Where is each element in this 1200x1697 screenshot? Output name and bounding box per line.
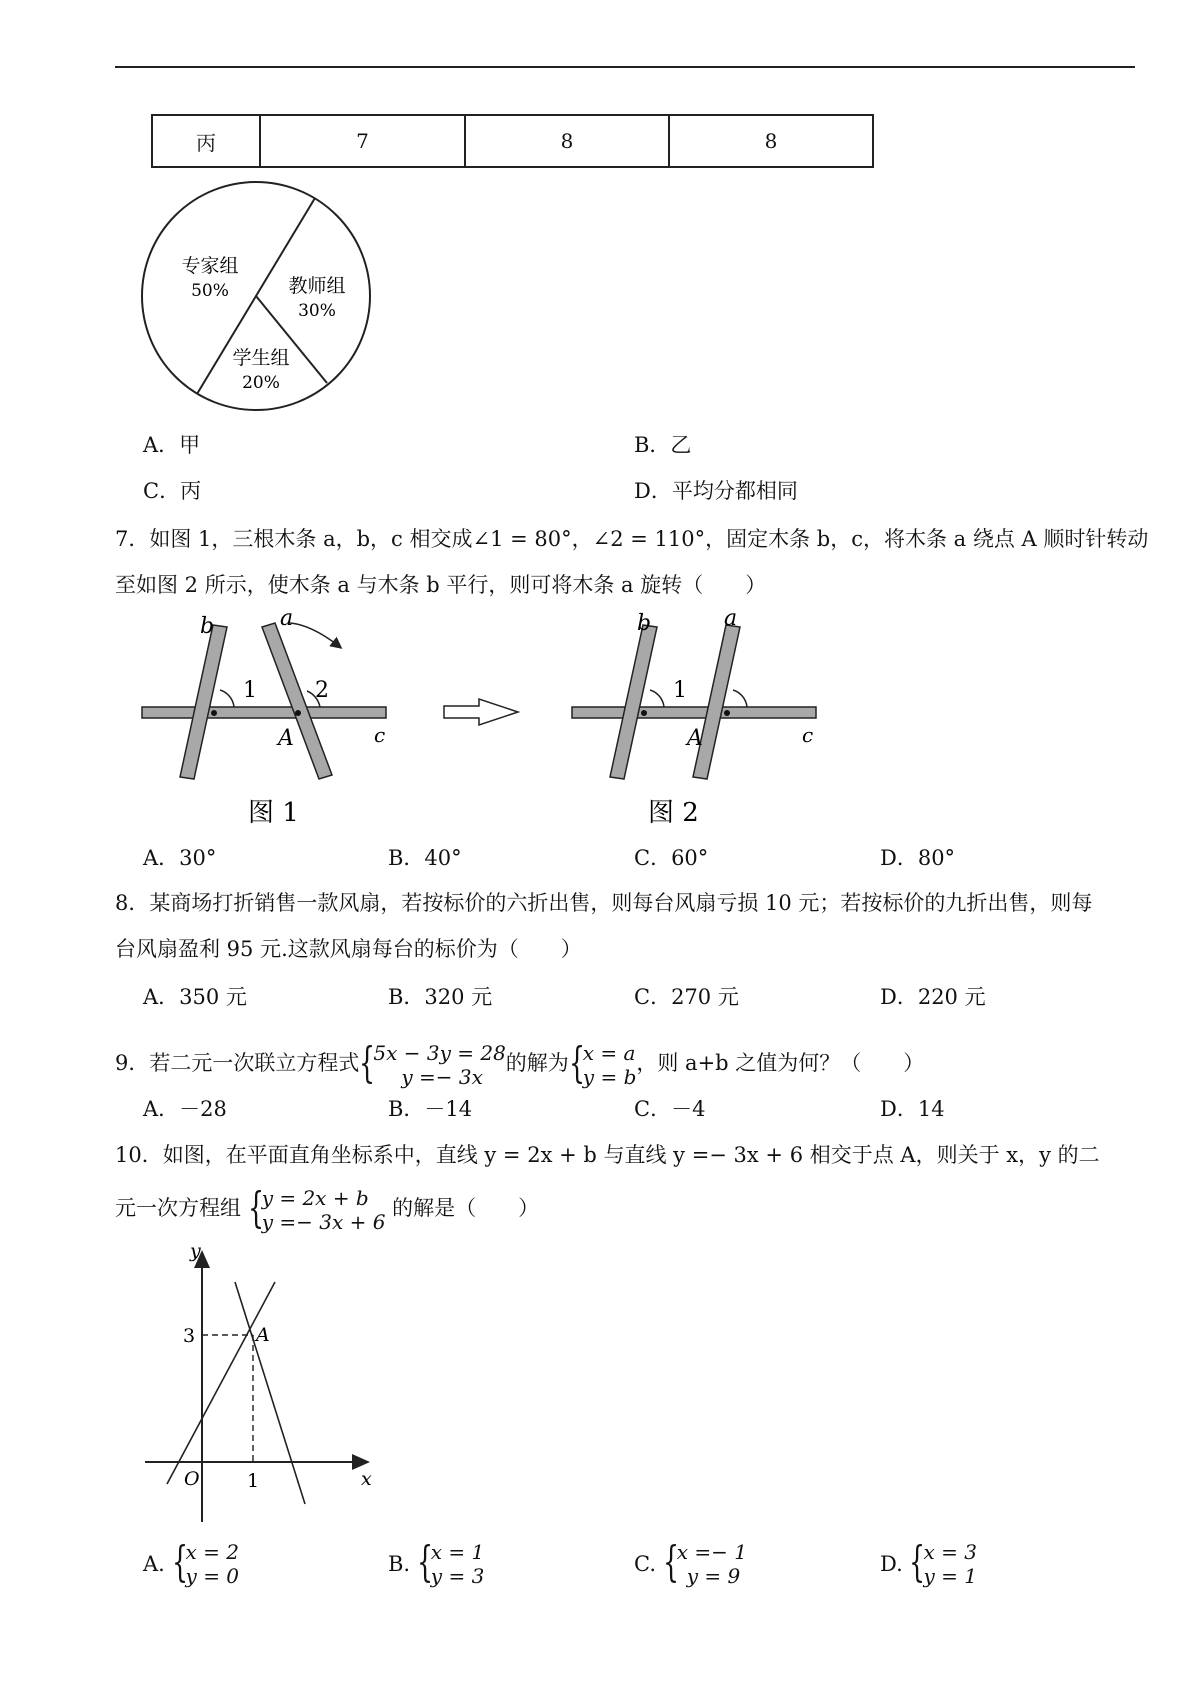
stick-a	[693, 625, 740, 779]
q7-stem-part: a，b，c 相交成∠1 = 80°，∠2 = 110°，固定木条 b，c，将木条 a 绕点 A 顺时针转动	[323, 527, 1149, 551]
axis-label-x: x	[361, 1468, 372, 1490]
point-label-A: A	[256, 1324, 270, 1346]
q7-option-d[interactable]: D．80°	[880, 846, 956, 870]
label-A: A	[687, 726, 703, 751]
pie-pct-teacher: 30%	[298, 301, 336, 321]
q8-stem-line2: 台风扇盈利 95 元.这款风扇每台的标价为（ ）	[115, 937, 582, 961]
option-system	[171, 1537, 240, 1588]
q9-stem-mid: 的解为	[505, 1051, 569, 1075]
q7-stem-part: 7．如图 1，三根木条	[115, 527, 324, 551]
q9-stem-post: ，则 a+b 之值为何？（ ）	[636, 1051, 925, 1075]
q10-option-d[interactable]	[880, 1537, 977, 1588]
option-line: x = 1	[430, 1540, 485, 1564]
option-label: B.	[388, 1552, 411, 1576]
tick-label-x: 1	[247, 1470, 260, 1492]
q9-eq1: 5x − 3y = 28	[373, 1040, 506, 1065]
q8-option-c[interactable]: C．270 元	[634, 985, 739, 1009]
table-row	[152, 115, 873, 167]
brace-icon: {	[171, 1537, 188, 1586]
q7-option-a[interactable]: A．30°	[143, 846, 217, 870]
option-label: A.	[143, 1552, 165, 1576]
table-cell: 7	[260, 115, 465, 167]
header-rule	[115, 66, 1135, 68]
q10-option-a[interactable]	[143, 1537, 240, 1588]
q9-sol1: x = a	[582, 1040, 636, 1065]
q10-eq2: y =− 3x + 6	[261, 1209, 386, 1234]
label-angle-1: 1	[243, 678, 257, 703]
weight-pie-chart	[138, 178, 378, 418]
q10-option-b[interactable]	[388, 1537, 485, 1588]
label-a: a	[724, 606, 738, 631]
fig1-caption: 图 1	[248, 798, 299, 828]
q6-option-a[interactable]: A．甲	[143, 433, 201, 457]
pie-label-student: 学生组	[232, 347, 290, 369]
stick-c	[142, 707, 386, 718]
stick-b	[180, 625, 227, 779]
pivot-dot	[724, 710, 730, 716]
option-line: x =− 1	[676, 1540, 747, 1564]
q10-stem-line1: 10．如图，在平面直角坐标系中，直线 y = 2x + b 与直线 y =− 3x + 6 相交于点 A，则关于 x，y 的二	[115, 1143, 1100, 1167]
brace-icon: {	[416, 1537, 433, 1586]
option-line: y = 0	[185, 1564, 240, 1588]
option-line: y = 3	[430, 1564, 485, 1588]
q8-option-d[interactable]: D．220 元	[880, 985, 986, 1009]
brace-icon: {	[568, 1037, 585, 1087]
axis-label-y: y	[190, 1240, 201, 1262]
label-b: b	[637, 611, 652, 636]
label-angle-1: 1	[673, 678, 687, 703]
brace-icon: {	[247, 1182, 264, 1232]
q9-option-a[interactable]: A．－28	[143, 1097, 227, 1121]
q7-stem-line1	[115, 524, 1148, 554]
rotation-arrow	[290, 623, 340, 647]
line-y-2x-b	[167, 1282, 275, 1484]
q10-stem-line2	[115, 1180, 539, 1236]
figure-1	[142, 606, 386, 828]
angle-arc	[733, 690, 747, 707]
q9-solution	[568, 1037, 637, 1089]
label-c: c	[374, 723, 386, 747]
transform-arrow-icon	[444, 699, 518, 725]
q10-graph	[140, 1240, 390, 1530]
brace-icon: {	[662, 1537, 679, 1586]
option-label: C.	[634, 1552, 656, 1576]
q7-figure	[130, 605, 850, 830]
option-system	[909, 1537, 977, 1588]
q7-option-c[interactable]: C．60°	[634, 846, 709, 870]
label-A: A	[278, 726, 294, 751]
origin-label: O	[184, 1468, 200, 1490]
q9-sol2: y = b	[582, 1064, 637, 1089]
fig2-caption: 图 2	[648, 798, 699, 828]
q7-option-b[interactable]: B．40°	[388, 846, 462, 870]
option-system	[662, 1537, 747, 1588]
q8-stem-line1: 8．某商场打折销售一款风扇，若按标价的六折出售，则每台风扇亏损 10 元；若按标价的九折出售，则每	[115, 891, 1093, 915]
pivot-dot	[295, 710, 301, 716]
pie-pct-student: 20%	[242, 373, 280, 393]
pie-label-expert: 专家组	[181, 255, 239, 277]
q8-option-b[interactable]: B．320 元	[388, 985, 493, 1009]
figure-2	[572, 606, 816, 828]
q7-stem-line2: 至如图 2 所示，使木条 a 与木条 b 平行，则可将木条 a 旋转（ ）	[115, 573, 767, 597]
q9-stem-pre: 9．若二元一次联立方程式	[115, 1051, 360, 1075]
q6-option-b[interactable]: B．乙	[634, 433, 692, 457]
q6-option-c[interactable]: C．丙	[143, 479, 202, 503]
pie-label-teacher: 教师组	[288, 275, 346, 297]
stick-c	[572, 707, 816, 718]
label-a: a	[280, 606, 294, 631]
q8-option-a[interactable]: A．350 元	[143, 985, 247, 1009]
brace-icon: {	[359, 1037, 376, 1087]
q9-eq2: y =− 3x	[401, 1064, 483, 1089]
q9-stem	[115, 1035, 924, 1091]
q9-option-d[interactable]: D．14	[880, 1097, 945, 1121]
q10-system	[247, 1182, 386, 1234]
q10-stem-post: 的解是（ ）	[392, 1196, 540, 1220]
option-line: x = 2	[185, 1540, 240, 1564]
q10-stem-pre: 元一次方程组	[115, 1196, 241, 1220]
option-line: y = 9	[686, 1564, 741, 1588]
table-cell: 8	[465, 115, 669, 167]
q9-option-c[interactable]: C．－4	[634, 1097, 706, 1121]
stick-b	[610, 625, 657, 779]
q10-eq1: y = 2x + b	[261, 1185, 369, 1210]
option-line: y = 1	[923, 1564, 977, 1588]
table-cell: 8	[669, 115, 873, 167]
q10-option-c[interactable]	[634, 1537, 747, 1588]
angle-arc	[220, 690, 234, 707]
q9-option-b[interactable]: B．－14	[388, 1097, 473, 1121]
table-cell: 丙	[152, 115, 260, 167]
option-label: D.	[880, 1552, 903, 1576]
q9-system	[359, 1037, 506, 1089]
brace-icon: {	[909, 1537, 926, 1586]
option-line: x = 3	[923, 1540, 977, 1564]
tick-label-y: 3	[183, 1325, 196, 1347]
line-y-neg3x-6	[235, 1282, 305, 1504]
angle-arc	[650, 690, 664, 707]
label-c: c	[802, 723, 814, 747]
pivot-dot	[641, 710, 647, 716]
q6-option-d[interactable]: D．平均分都相同	[634, 479, 798, 503]
option-system	[416, 1537, 485, 1588]
score-table	[151, 114, 874, 168]
label-b: b	[200, 614, 215, 639]
label-angle-2: 2	[315, 678, 329, 703]
pie-pct-expert: 50%	[191, 281, 229, 301]
pivot-dot	[211, 710, 217, 716]
